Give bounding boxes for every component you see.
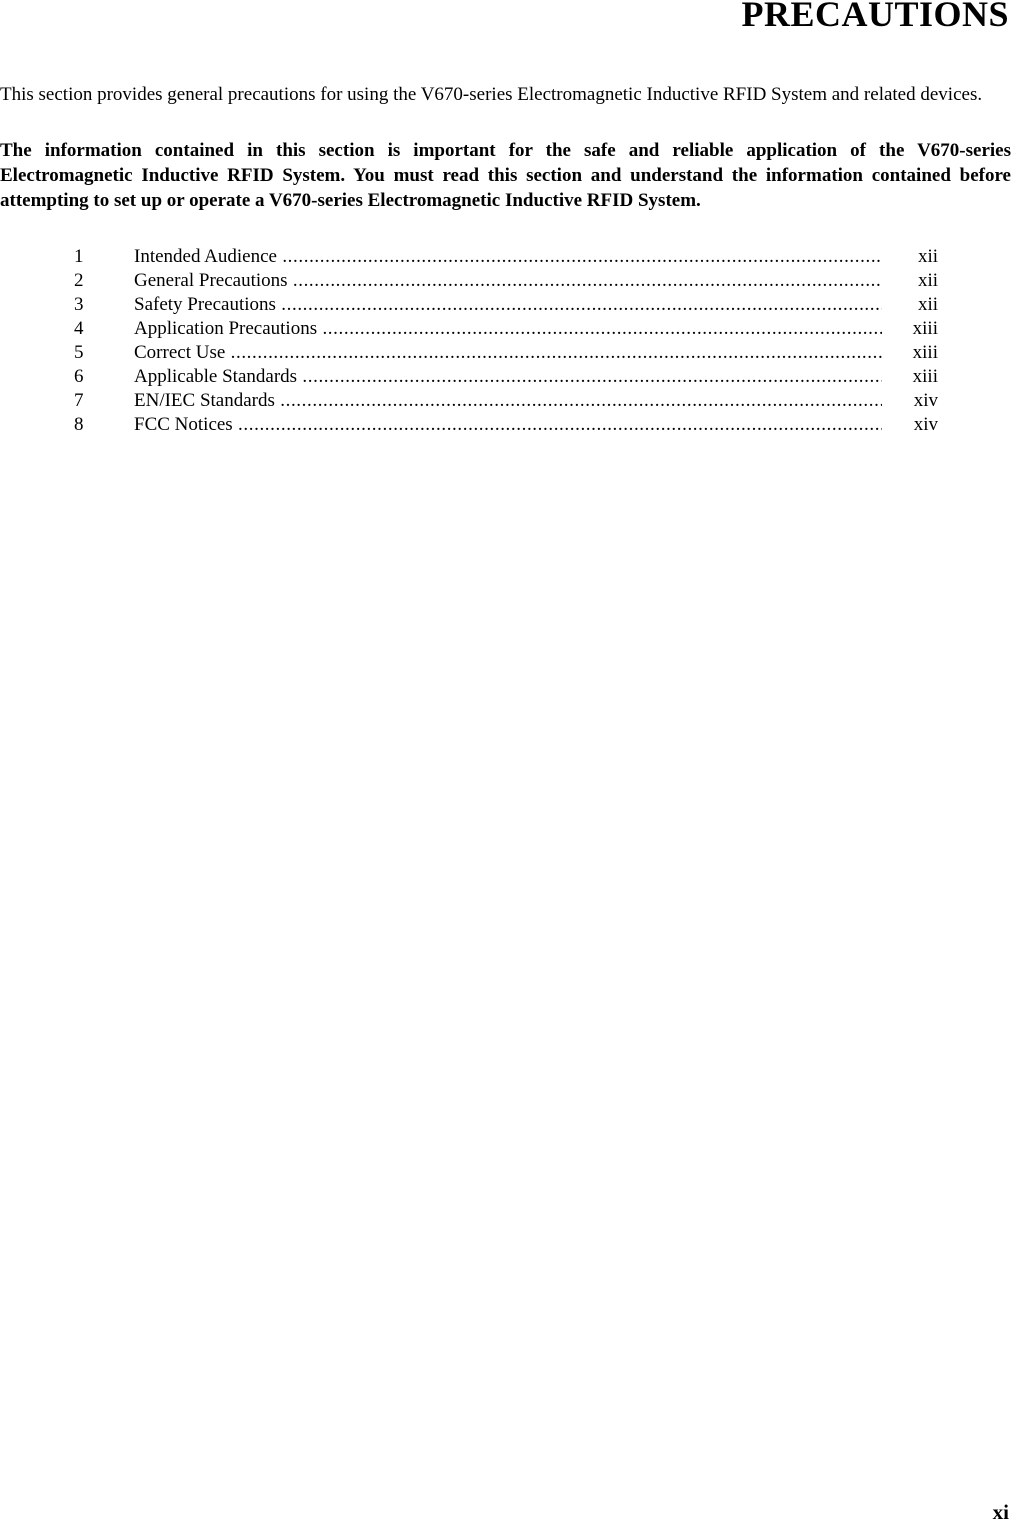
toc-entry-number: 4 [74,318,84,339]
toc-entry-safety-precautions[interactable] [74,293,938,317]
toc-entry-title: Safety Precautions ..... [134,293,882,317]
toc-entry-applicable-standards[interactable] [74,365,938,389]
toc-entry-number: 2 [74,270,84,291]
toc-entry-title: Applicable Standards ..... [134,365,882,389]
toc-entry-page: xiv [913,414,938,435]
toc-entry-number: 8 [74,414,84,435]
toc-entry-number: 6 [74,366,84,387]
toc-entry-page: xiii [912,342,938,363]
toc-entry-en-iec-standards[interactable] [74,389,938,413]
toc-entry-intended-audience[interactable] [74,245,938,269]
toc-entry-page: xii [917,294,938,315]
intro-paragraph: This section provides general precautions for using the V670-series Electromagnetic Inductive RFID System and related devices. [0,84,983,105]
toc-entry-page: xii [917,246,938,267]
toc-entry-general-precautions[interactable] [74,269,938,293]
toc-entry-title: EN/IEC Standards ..... [134,389,882,413]
toc-entry-page: xiii [912,318,938,339]
table-of-contents [74,245,938,437]
toc-entry-page: xii [917,270,938,291]
toc-entry-title: Intended Audience ..... [134,245,882,269]
toc-entry-title: FCC Notices ..... [134,413,882,437]
page-title: PRECAUTIONS [741,0,1009,34]
toc-entry-number: 1 [74,246,84,267]
toc-entry-number: 3 [74,294,84,315]
warning-paragraph: The information contained in this section is important for the safe and reliable application of the V670-series Electromagnetic Inductive RFID System. You must read this section and understand the information contained before attempting to set up or operate a V670-series Electromagnetic Inductive RFID System. [0,140,1011,211]
toc-entry-fcc-notices[interactable] [74,413,938,437]
toc-entry-title: Correct Use ..... [134,341,882,365]
toc-entry-correct-use[interactable] [74,341,938,365]
toc-entry-application-precautions[interactable] [74,317,938,341]
toc-entry-page: xiv [913,390,938,411]
toc-entry-number: 7 [74,390,84,411]
toc-entry-title: Application Precautions ..... [134,317,882,341]
page-number: xi [992,1500,1009,1524]
toc-entry-title: General Precautions ..... [134,269,882,293]
toc-entry-number: 5 [74,342,84,363]
toc-entry-page: xiii [912,366,938,387]
